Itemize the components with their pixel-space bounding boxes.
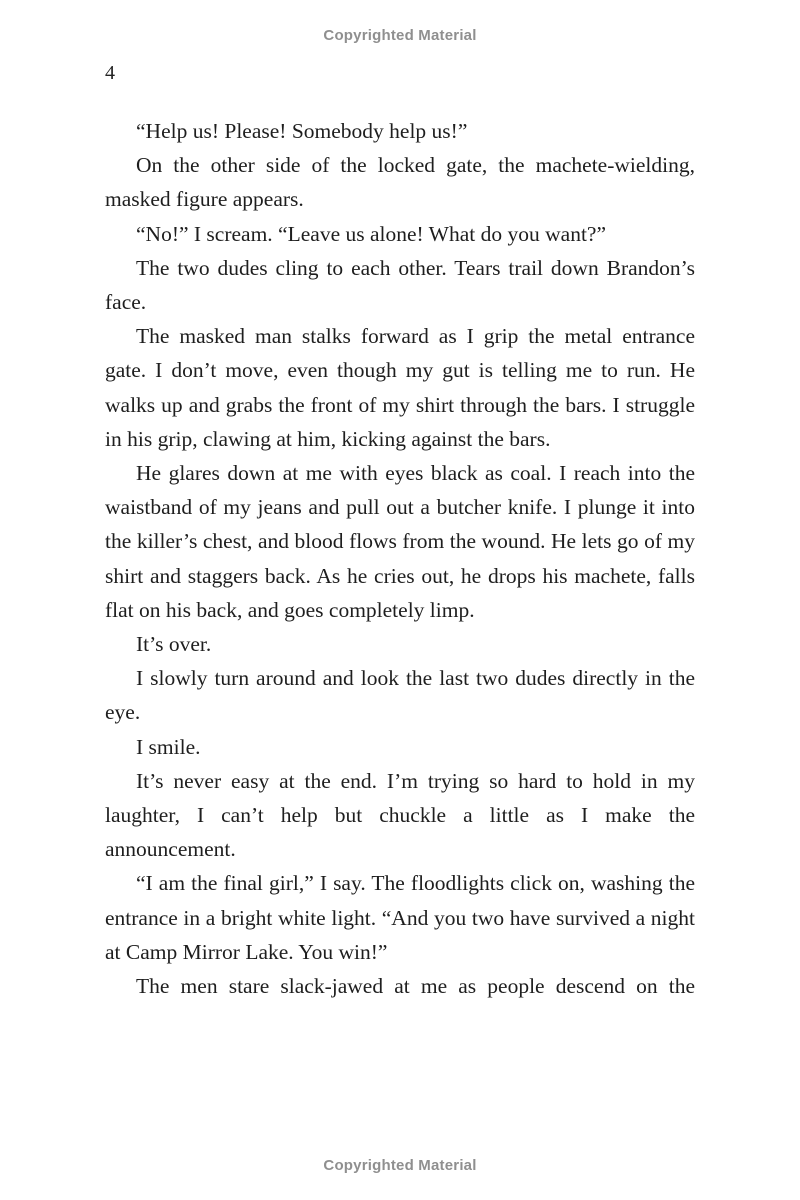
paragraph: The men stare slack-jawed at me as people descend on the [136, 974, 695, 999]
paragraph: The two dudes cling to each other. Tears trail down Brandon’s face. [105, 255, 695, 315]
paragraph: The masked man stalks forward as I grip the metal entrance gate. I don’t move, even though my gut is telling me to run. He walks up and grabs the front of my shirt through the bars. I struggle in his grip, clawing at him, kicking against the bars. [105, 324, 695, 451]
body-text [105, 114, 695, 1003]
paragraph: It’s over. [136, 632, 212, 657]
paragraph: On the other side of the locked gate, the machete-wielding, masked figure appears. [105, 153, 695, 212]
paragraph: “I am the final girl,” I say. The floodlights click on, washing the entrance in a bright white light. “And you two have survived a night at Camp Mirror Lake. You win!” [105, 871, 695, 964]
paragraph: It’s never easy at the end. I’m trying so hard to hold in my laughter, I can’t help but chuckle a little as I make the announcement. [105, 768, 695, 862]
paragraph: I slowly turn around and look the last two dudes directly in the eye. [105, 666, 695, 725]
paragraph: He glares down at me with eyes black as coal. I reach into the waistband of my jeans and pull out a butcher knife. I plunge it into the killer’s chest, and blood flows from the wound. He lets go of my shirt and staggers back. As he cries out, he drops his machete, falls flat on his back, and goes completely limp. [105, 461, 695, 622]
paragraph: I smile. [136, 734, 201, 759]
page-number: 4 [105, 62, 115, 84]
copyright-watermark-bottom: Copyrighted Material [323, 1157, 477, 1174]
copyright-watermark-top: Copyrighted Material [323, 27, 477, 44]
paragraph: “No!” I scream. “Leave us alone! What do you want?” [136, 221, 606, 246]
paragraph: “Help us! Please! Somebody help us!” [136, 119, 468, 143]
